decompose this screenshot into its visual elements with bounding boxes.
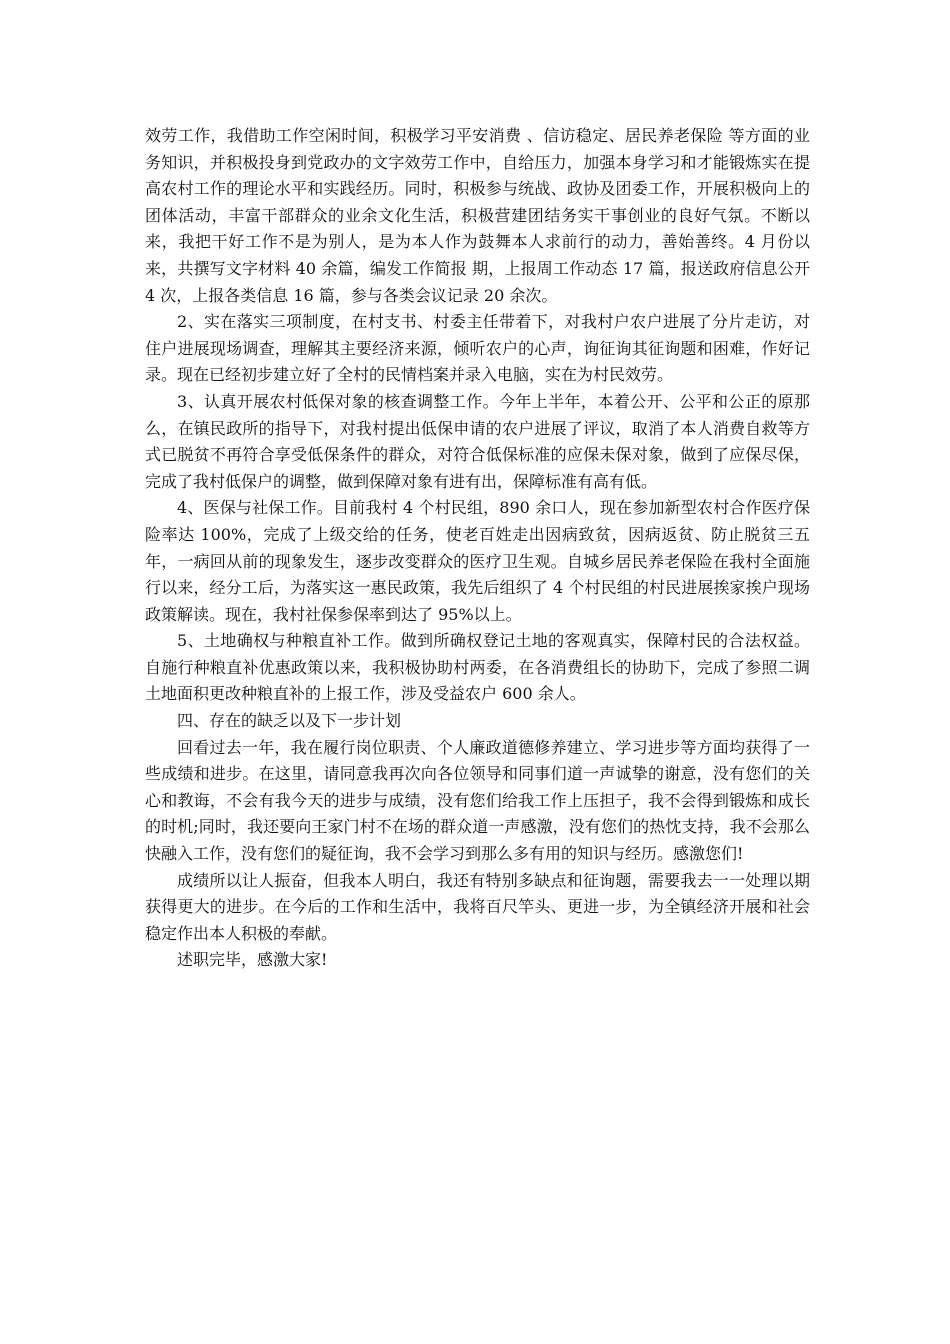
- paragraph-review: 回看过去一年，我在履行岗位职责、个人廉政道德修养建立、学习进步等方面均获得了一些成绩和进步。在这里，请同意我再次向各位领导和同事们道一声诚挚的谢意，没有您们的关心和教诲，不会有我今天的进步与成绩，没有您们给我工作上压担子，我不会得到锻炼和成长的时机;同时，我还要向王家门村不在场的群众道一声感激，没有您们的热忱支持，我不会那么快融入工作，没有您们的疑征询，我不会学习到那么多有用的知识与经历。感激您们!: [145, 737, 810, 864]
- section-heading: 四、存在的缺乏以及下一步计划: [177, 711, 402, 731]
- paragraph-plan: 成绩所以让人振奋，但我本人明白，我还有特别多缺点和征询题，需要我去一一处理以期获得更大的进步。在今后的工作和生活中，我将百尺竿头、更进一步，为全镇经济开展和社会稳定作出本人积极的奉献。: [145, 870, 810, 943]
- paragraph-item-3: 3、认真开展农村低保对象的核查调整工作。今年上半年，本着公开、公平和公正的原那么，在镇民政所的指导下，对我村提出低保申请的农户进展了评议，取消了本人消费自救等方式已脱贫不再符合享受低保条件的群众，对符合低保标准的应保未保对象，做到了应保尽保，完成了我村低保户的调整，做到保障对象有进有出，保障标准有高有低。: [145, 391, 810, 491]
- paragraph-item-2: 2、实在落实三项制度，在村支书、村委主任带着下，对我村户农户进展了分片走访，对住户进展现场调查，理解其主要经济来源，倾听农户的心声，询征询其征询题和困难，作好记录。现在已经初步建立好了全村的民情档案并录入电脑，实在为村民效劳。: [145, 312, 810, 385]
- document-body: [145, 123, 810, 974]
- paragraph-item-5: 5、土地确权与种粮直补工作。做到所确权登记土地的客观真实，保障村民的合法权益。自施行种粮直补优惠政策以来，我积极协助村两委，在各消费组长的协助下，完成了参照二调土地面积更改种粮直补的上报工作，涉及受益农户 600 余人。: [145, 631, 810, 704]
- paragraph-intro: 效劳工作，我借助工作空闲时间，积极学习平安消费 、信访稳定、居民养老保险 等方面的业务知识，并积极投身到党政办的文字效劳工作中，自给压力，加强本身学习和才能锻炼实在提高农村工作的理论水平和实践经历。同时，积极参与统战、政协及团委工作，开展积极向上的团体活动，丰富干部群众的业余文化生活，积极营建团结务实干事创业的良好气氛。不断以来，我把干好工作不是为别人，是为本人作为鼓舞本人求前行的动力，善始善终。4 月份以来，共撰写文字材料 40 余篇，编发工作简报 期，上报周工作动态 17 篇，报送政府信息公开 4 次，上报各类信息 16 篇，参与各类会议记录 20 余次。: [145, 126, 810, 305]
- paragraph-closing: 述职完毕，感激大家!: [177, 950, 328, 970]
- paragraph-item-4: 4、医保与社保工作。目前我村 4 个村民组，890 余口人，现在参加新型农村合作医疗保险率达 100%，完成了上级交给的任务，使老百姓走出因病致贫，因病返贫、防止脱贫三五年，一病回从前的现象发生，逐步改变群众的医疗卫生观。自城乡居民养老保险在我村全面施行以来，经分工后，为落实这一惠民政策，我先后组织了 4 个村民组的村民进展挨家挨户现场政策解读。现在，我村社保参保率到达了 95%以上。: [145, 498, 810, 624]
